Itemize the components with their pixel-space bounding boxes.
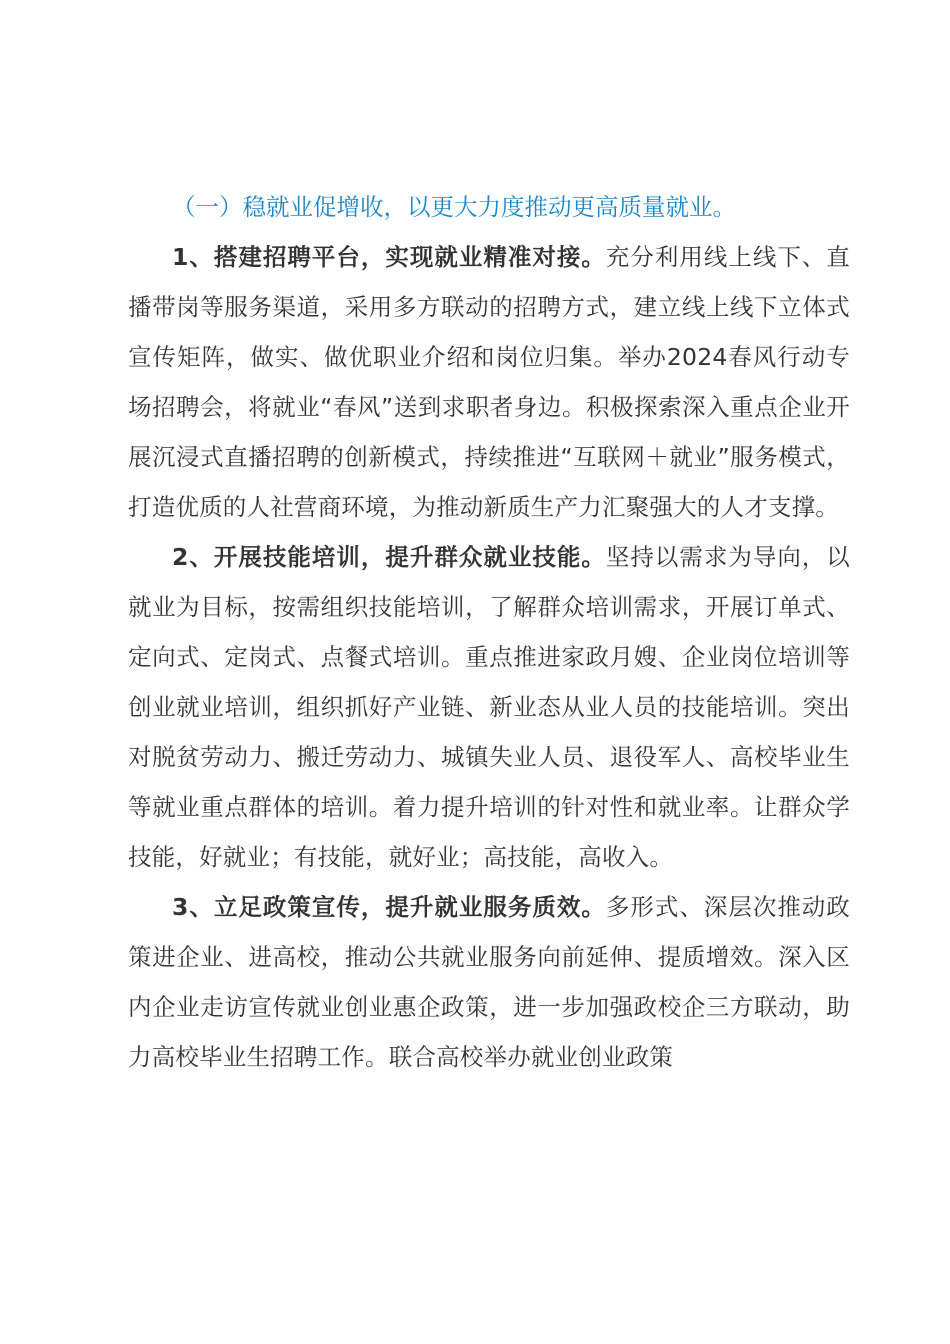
paragraph-lead: 1、搭建招聘平台，实现就业精准对接。: [172, 243, 606, 271]
paragraph-lead: 3、立足政策宣传，提升就业服务质效。: [172, 893, 606, 921]
paragraph-skills-training: [128, 532, 850, 882]
document-body: [128, 182, 850, 1082]
paragraph-body: 坚持以需求为导向，以就业为目标，按需组织技能培训，了解群众培训需求，开展订单式、定向式、定岗式、点餐式培训。重点推进家政月嫂、企业岗位培训等创业就业培训，组织抓好产业链、新业态从业人员的技能培训。突出对脱贫劳动力、搬迁劳动力、城镇失业人员、退役军人、高校毕业生等就业重点群体的培训。着力提升培训的针对性和就业率。让群众学技能，好就业；有技能，就好业；高技能，高收入。: [128, 543, 851, 871]
paragraph-lead: 2、开展技能培训，提升群众就业技能。: [172, 543, 606, 571]
paragraph-body: 充分利用线上线下、直播带岗等服务渠道，采用多方联动的招聘方式，建立线上线下立体式宣传矩阵，做实、做优职业介绍和岗位归集。举办2024春风行动专场招聘会，将就业“春风”送到求职者身边。积极探索深入重点企业开展沉浸式直播招聘的创新模式，持续推进“互联网＋就业”服务模式，打造优质的人社营商环境，为推动新质生产力汇聚强大的人才支撑。: [128, 243, 851, 521]
section-heading: （一）稳就业促增收，以更大力度推动更高质量就业。: [172, 193, 736, 221]
paragraph-recruitment-platform: [128, 232, 850, 532]
paragraph-body: 多形式、深层次推动政策进企业、进高校，推动公共就业服务向前延伸、提质增效。深入区内企业走访宣传就业创业惠企政策，进一步加强政校企三方联动，助力高校毕业生招聘工作。联合高校举办就业创业政策: [128, 893, 851, 1071]
paragraph-policy-publicity: [128, 882, 850, 1082]
